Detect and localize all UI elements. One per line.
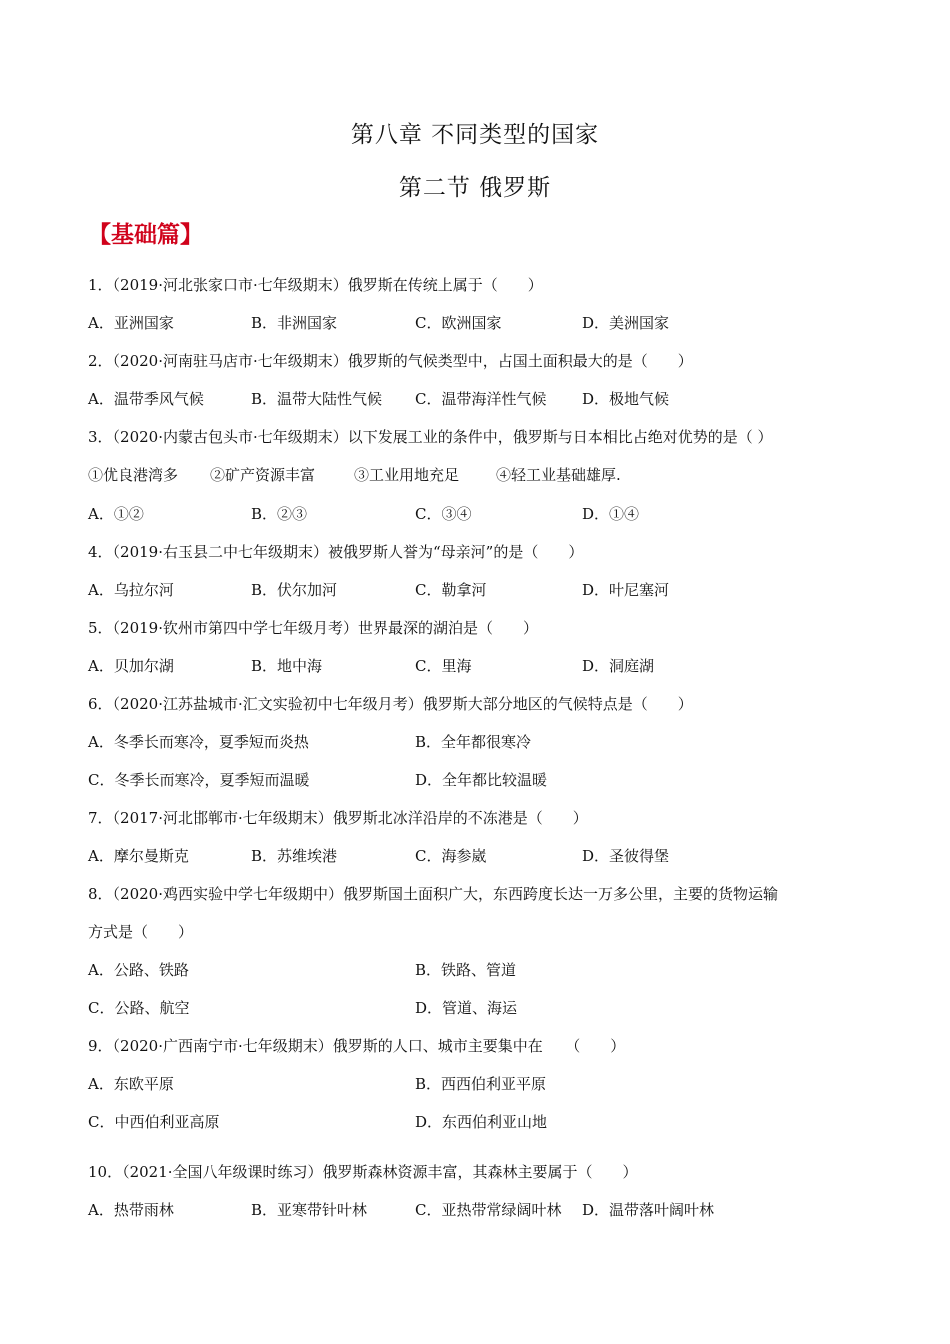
question-10-stem: 10．（2021·全国八年级课时练习）俄罗斯森林资源丰富，其森林主要属于（ ）	[88, 1163, 638, 1181]
question-5-stem: 5．（2019·钦州市第四中学七年级月考）世界最深的湖泊是（ ）	[88, 619, 538, 637]
option-a: A．①②	[88, 505, 144, 523]
option-b: B．②③	[251, 505, 308, 523]
option-c: C．冬季长而寒冷，夏季短而温暖	[88, 771, 310, 789]
condition-1: ①优良港湾多	[88, 466, 179, 484]
option-a: A．东欧平原	[88, 1075, 174, 1093]
option-b: B．西西伯利亚平原	[415, 1075, 547, 1093]
question-8-options-row-2	[88, 996, 878, 1020]
question-5-options	[88, 654, 878, 678]
option-b: B．苏维埃港	[251, 847, 338, 865]
option-d: D．圣彼得堡	[582, 847, 670, 865]
option-b: B．温带大陆性气候	[251, 390, 383, 408]
option-a: A．公路、铁路	[88, 961, 189, 979]
option-a: A．热带雨林	[88, 1201, 174, 1219]
question-4-stem: 4．（2019·右玉县二中七年级期末）被俄罗斯人誉为“母亲河”的是（ ）	[88, 543, 584, 561]
option-a: A．冬季长而寒冷，夏季短而炎热	[88, 733, 309, 751]
option-c: C．公路、航空	[88, 999, 190, 1017]
option-d: D．全年都比较温暖	[415, 771, 548, 789]
option-c: C．欧洲国家	[415, 314, 502, 332]
question-7-stem: 7．（2017·河北邯郸市·七年级期末）俄罗斯北冰洋沿岸的不冻港是（ ）	[88, 809, 588, 827]
option-b: B．地中海	[251, 657, 323, 675]
question-6-options-row-1	[88, 730, 878, 754]
option-a: A．温带季风气候	[88, 390, 204, 408]
option-d: D．叶尼塞河	[582, 581, 670, 599]
question-6-options-row-2	[88, 768, 878, 792]
question-8-stem: 8．（2020·鸡西实验中学七年级期中）俄罗斯国土面积广大，东西跨度长达一万多公里，主要的货物运输	[88, 885, 778, 903]
question-4-options	[88, 578, 878, 602]
option-a: A．乌拉尔河	[88, 581, 174, 599]
option-a: A．贝加尔湖	[88, 657, 174, 675]
question-3-options	[88, 502, 878, 526]
question-9-options-row-1	[88, 1072, 878, 1096]
option-c: C．亚热带常绿阔叶林	[415, 1201, 562, 1219]
condition-2: ②矿产资源丰富	[210, 466, 316, 484]
part-heading: 【基础篇】	[88, 222, 203, 248]
question-8-stem-continued: 方式是（ ）	[88, 923, 194, 941]
option-d: D．美洲国家	[582, 314, 670, 332]
option-b: B．非洲国家	[251, 314, 338, 332]
question-1-options	[88, 311, 878, 335]
section-title: 第二节 俄罗斯	[398, 175, 552, 201]
option-b: B．全年都很寒冷	[415, 733, 532, 751]
question-10-options	[88, 1198, 878, 1222]
option-d: D．洞庭湖	[582, 657, 655, 675]
option-c: C．海参崴	[415, 847, 487, 865]
question-3-conditions	[88, 463, 878, 487]
question-3-stem: 3．（2020·内蒙古包头市·七年级期末）以下发展工业的条件中，俄罗斯与日本相比占绝对优势的是（ ）	[88, 428, 773, 446]
option-b: B．伏尔加河	[251, 581, 338, 599]
option-d: D．东西伯利亚山地	[415, 1113, 548, 1131]
option-b: B．铁路、管道	[415, 961, 517, 979]
question-8-options-row-1	[88, 958, 878, 982]
option-c: C．中西伯利亚高原	[88, 1113, 220, 1131]
question-9-options-row-2	[88, 1110, 878, 1134]
option-c: C．温带海洋性气候	[415, 390, 547, 408]
question-1-stem: 1．（2019·河北张家口市·七年级期末）俄罗斯在传统上属于（ ）	[88, 276, 543, 294]
question-7-options	[88, 844, 878, 868]
question-2-stem: 2．（2020·河南驻马店市·七年级期末）俄罗斯的气候类型中，占国土面积最大的是（ ）	[88, 352, 693, 370]
option-d: D．①④	[582, 505, 640, 523]
option-c: C．勒拿河	[415, 581, 487, 599]
option-c: C．③④	[415, 505, 472, 523]
condition-4: ④轻工业基础雄厚.	[496, 466, 621, 484]
question-6-stem: 6．（2020·江苏盐城市·汇文实验初中七年级月考）俄罗斯大部分地区的气候特点是（ ）	[88, 695, 693, 713]
option-b: B．亚寒带针叶林	[251, 1201, 368, 1219]
option-d: D．管道、海运	[415, 999, 518, 1017]
condition-3: ③工业用地充足	[354, 466, 460, 484]
option-a: A．摩尔曼斯克	[88, 847, 189, 865]
option-c: C．里海	[415, 657, 472, 675]
chapter-title: 第八章 不同类型的国家	[350, 122, 600, 148]
option-d: D．温带落叶阔叶林	[582, 1201, 715, 1219]
question-2-options	[88, 387, 878, 411]
option-d: D．极地气候	[582, 390, 670, 408]
option-a: A．亚洲国家	[88, 314, 174, 332]
question-9-stem: 9．（2020·广西南宁市·七年级期末）俄罗斯的人口、城市主要集中在 （ ）	[88, 1037, 626, 1055]
